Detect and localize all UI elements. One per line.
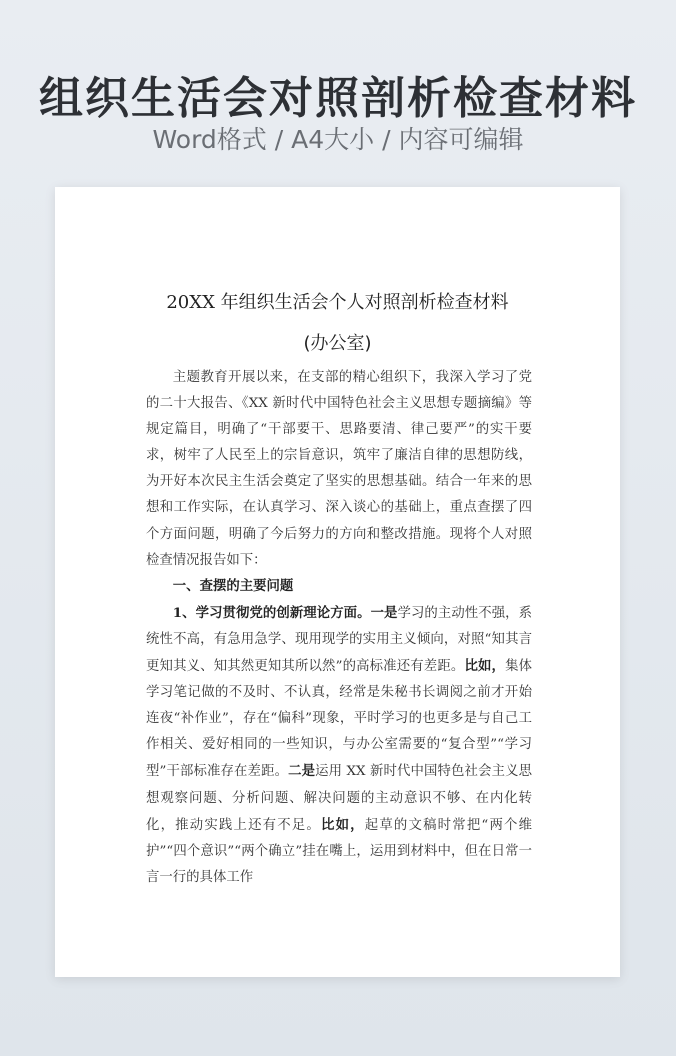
intro-paragraph: 主题教育开展以来，在支部的精心组织下，我深入学习了党的二十大报告、《XX 新时代中国特色社会主义思想专题摘编》等规定篇目，明确了“干部要干、思路要清、律己要严”的实干要求，树牢了人民至上的宗旨意识，筑牢了廉洁自律的思想防线，为开好本次民主生活会奠定了坚实的思想基础。结合一年来的思想和工作实际，在认真学习、深入谈心的基础上，重点查摆了四个方面问题，明确了今后努力的方向和整改措施。现将个人对照检查情况报告如下：	[146, 370, 532, 568]
example-label: 比如，	[464, 658, 506, 675]
document-page	[55, 187, 620, 977]
example-label: 比如，	[321, 816, 365, 833]
example-text: 起草的文稿时常把“两个维护”“四个意识”“两个确立”挂在嘴上，运用到材料中，但在日常一言一行的具体工作	[146, 817, 533, 885]
point-label: 二是	[288, 763, 316, 780]
example-text: 集体学习笔记做的不及时、不认真，经常是朱秘书长调阅之前才开始连夜“补作业”，存在“偏科”现象，平时学习的也更多是与自己工作相关、爱好相同的一些知识，与办公室需要的“复合型”“学习型”干部标准存在差距。	[146, 659, 532, 780]
section-heading: 一、查摆的主要问题	[172, 578, 294, 594]
item-heading: 1、学习贯彻党的创新理论方面。	[172, 604, 371, 621]
document-subtitle: (办公室)	[303, 333, 372, 354]
item-paragraph	[146, 600, 532, 891]
document-body	[146, 365, 532, 891]
point-label: 一是	[370, 604, 398, 621]
banner-subtitle: Word格式 / A4大小 / 内容可编辑	[152, 125, 524, 154]
banner-title: 组织生活会对照剖析检查材料	[39, 73, 637, 124]
point-text: 学习的主动性不强，系统性不高，有急用急学、现用现学的实用主义倾向，对照“知其言更知其义、知其然更知其所以然”的高标准还有差距。	[146, 605, 533, 675]
document-title: 20XX 年组织生活会个人对照剖析检查材料	[166, 292, 509, 313]
point-text: 运用 XX 新时代中国特色社会主义思想观察问题、分析问题、解决问题的主动意识不够、在内化转化，推动实践上还有不足。	[146, 764, 532, 833]
